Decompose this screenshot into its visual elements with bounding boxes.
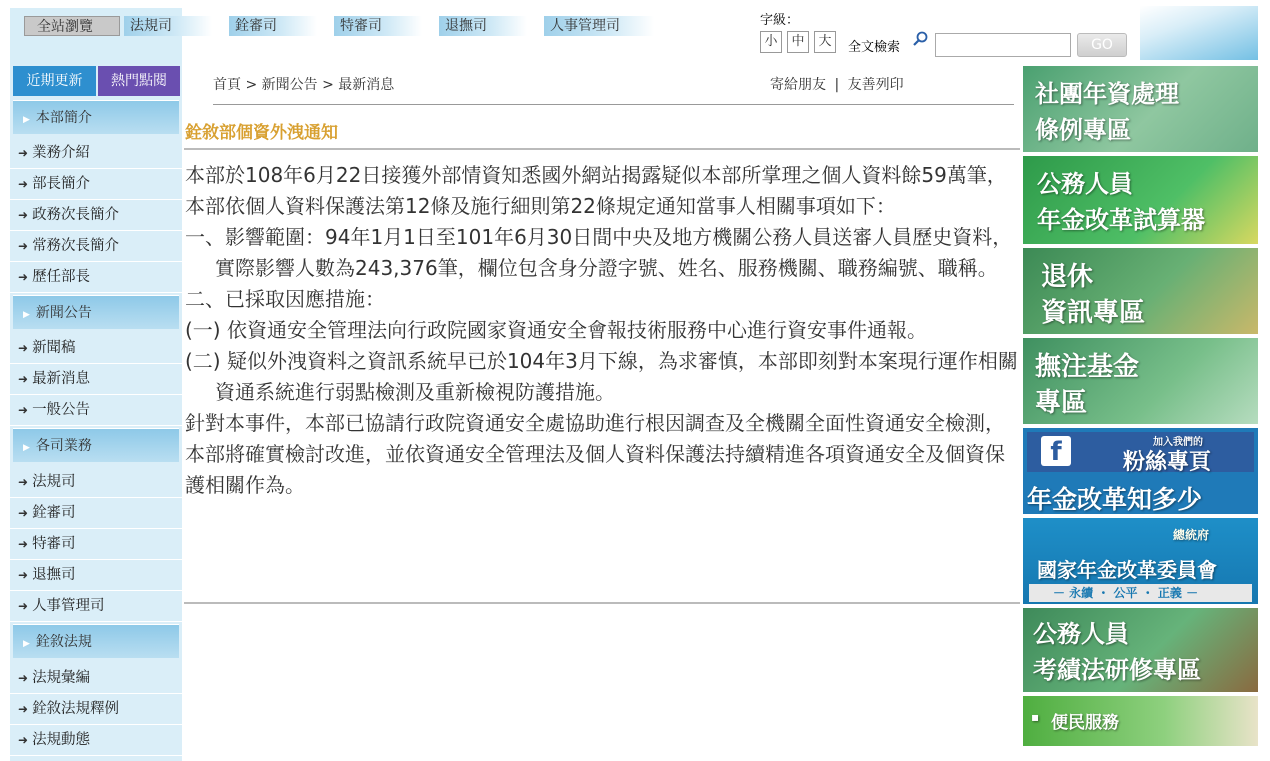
article-paragraph: 二、已採取因應措施：: [185, 287, 385, 311]
font-size-label: 字級：: [760, 13, 800, 28]
banner-text: 退休: [1041, 262, 1094, 292]
search-go-button[interactable]: GO: [1077, 33, 1127, 57]
breadcrumb-separator: >: [241, 77, 262, 93]
facebook-icon: f: [1041, 436, 1071, 466]
divider: [184, 148, 1020, 150]
sidebar-item-review-dept[interactable]: [10, 498, 182, 529]
arrow-right-icon: ➜: [18, 146, 29, 160]
sidebar-item-label: 法規動態: [32, 732, 91, 748]
divider: [184, 602, 1020, 604]
triangle-right-icon: ▶: [23, 310, 30, 320]
tab-personnel-dept[interactable]: 人事管理司: [544, 16, 654, 36]
banner-text: 年金改革試算器: [1037, 206, 1205, 234]
sidebar-item-press-release[interactable]: [10, 333, 182, 364]
sidebar-item-law-updates[interactable]: [10, 725, 182, 756]
arrow-right-icon: ➜: [18, 537, 29, 551]
sidebar-section-about[interactable]: [13, 100, 179, 134]
article-paragraph: 一、影響範圍：94年1月1日至101年6月30日間中央及地方機關公務人員送審人員歷史資料，實際影響人數為243,376筆，欄位包含身分證字號、姓名、服務機關、職務編號、職稱。: [185, 225, 1013, 280]
arrow-right-icon: ➜: [18, 403, 29, 417]
article-paragraph: (一) 依資通安全管理法向行政院國家資通安全會報技術服務中心進行資安事件通報。: [185, 318, 927, 342]
sidebar-item-label: 法規彙編: [32, 670, 91, 686]
tab-regulations-dept[interactable]: 法規司: [124, 16, 212, 36]
breadcrumb-current[interactable]: 最新消息: [338, 77, 395, 93]
sidebar-item-regulations-dept[interactable]: [10, 467, 182, 498]
sidebar-item-label: 業務介紹: [32, 145, 91, 161]
tab-site-map[interactable]: 全站瀏覽: [24, 16, 120, 36]
sidebar-item-special-review-dept[interactable]: [10, 529, 182, 560]
sidebar-item-label: 銓審司: [32, 505, 76, 521]
sidebar-section-label: 銓敘法規: [35, 634, 92, 650]
send-to-friend-link[interactable]: 寄給朋友: [770, 77, 826, 93]
sidebar-item-label: 退撫司: [32, 567, 76, 583]
sidebar-item-general-notice[interactable]: [10, 395, 182, 426]
arrow-right-icon: ➜: [18, 270, 29, 284]
sidebar-item-label: 常務次長簡介: [32, 238, 120, 254]
breadcrumb: [213, 74, 394, 94]
triangle-right-icon: ▶: [23, 443, 30, 453]
sidebar-section-label: 本部簡介: [35, 110, 92, 126]
sidebar-item-personnel-dept[interactable]: [10, 591, 182, 622]
sidebar-item-label: 銓敘法規釋例: [32, 701, 120, 717]
share-links: [770, 74, 904, 94]
arrow-right-icon: ➜: [18, 568, 29, 582]
tab-pension-dept[interactable]: 退撫司: [439, 16, 527, 36]
arrow-right-icon: ➜: [18, 341, 29, 355]
banner-facebook-fanpage[interactable]: [1023, 428, 1258, 514]
banner-text: 資訊專區: [1041, 298, 1146, 328]
banner-text: 專區: [1035, 388, 1088, 418]
triangle-right-icon: ▶: [23, 115, 30, 125]
sidebar-item-label: 人事管理司: [32, 598, 105, 614]
banner-text: 撫注基金: [1035, 352, 1140, 382]
triangle-right-icon: ▶: [23, 639, 30, 649]
sidebar-section-laws[interactable]: [13, 624, 179, 658]
banner-text: 公務人員: [1033, 620, 1129, 648]
font-size-large-button[interactable]: 大: [814, 31, 836, 53]
arrow-right-icon: ➜: [18, 372, 29, 386]
tab-special-review-dept[interactable]: 特審司: [334, 16, 422, 36]
sidebar-item-label: 部長簡介: [32, 176, 91, 192]
print-friendly-link[interactable]: 友善列印: [847, 77, 904, 93]
search-icon: [912, 31, 928, 47]
arrow-right-icon: ➜: [18, 208, 29, 222]
banner-text: 考績法研修專區: [1033, 656, 1201, 684]
banner-text: 社團年資處理: [1035, 80, 1179, 108]
banner-text: 年金改革知多少: [1027, 485, 1203, 514]
banner-text: 條例專區: [1035, 116, 1131, 144]
banner-text: － 永續 ・ 公平 ・ 正義 －: [1053, 586, 1199, 600]
article-title: 銓敘部個資外洩通知: [185, 123, 338, 143]
sidebar-item-label: 特審司: [32, 536, 76, 552]
arrow-right-icon: ➜: [18, 239, 29, 253]
link-separator: |: [834, 77, 840, 93]
font-size-medium-button[interactable]: 中: [787, 31, 809, 53]
article-paragraph: (二) 疑似外洩資料之資訊系統早已於104年3月下線，為求審慎，本部即刻對本案現行運作相關資通系統進行弱點檢測及重新檢視防護措施。: [185, 349, 1018, 404]
banner-text: 加入我們的: [1153, 437, 1203, 448]
tab-recent-updates[interactable]: 近期更新: [13, 66, 96, 96]
sidebar-item-label: 歷任部長: [32, 269, 91, 285]
divider: [213, 104, 1014, 105]
arrow-right-icon: ➜: [18, 671, 29, 685]
fulltext-search-label: 全文檢索: [848, 40, 901, 55]
arrow-right-icon: ➜: [18, 506, 29, 520]
arrow-right-icon: ➜: [18, 702, 29, 716]
top-navigation: [0, 0, 1270, 62]
header-corner-decoration: [1140, 6, 1258, 60]
article-paragraph: 本部於108年6月22日接獲外部情資知悉國外網站揭露疑似本部所掌理之個人資料餘59萬筆，本部依個人資料保護法第12條及施行細則第22條規定通知當事人相關事項如下：: [185, 163, 1007, 218]
breadcrumb-news[interactable]: 新聞公告: [261, 77, 318, 93]
banner-text: 粉絲專頁: [1123, 450, 1212, 475]
banner-pension-calculator[interactable]: [1023, 156, 1258, 244]
article-body: [185, 160, 1021, 501]
arrow-right-icon: ➜: [18, 177, 29, 191]
sidebar-item-latest-news[interactable]: [10, 364, 182, 395]
article-paragraph: 針對本事件，本部已協請行政院資通安全處協助進行根因調查及全機關全面性資通安全檢測，本部將確實檢討改進，並依資通安全管理法及個人資料保護法持續精進各項資通安全及個資保護相關作為。: [185, 411, 1005, 497]
banner-text: 國家年金改革委員會: [1037, 558, 1217, 582]
arrow-right-icon: ➜: [18, 475, 29, 489]
banner-pension-fund[interactable]: [1023, 338, 1258, 424]
search-input[interactable]: [935, 33, 1071, 57]
breadcrumb-separator: >: [317, 77, 339, 93]
banner-public-services[interactable]: [1023, 696, 1258, 746]
sidebar-item-label: 新聞稿: [32, 340, 76, 356]
banner-text: 便民服務: [1051, 713, 1119, 733]
banner-performance-law[interactable]: [1023, 608, 1258, 692]
sidebar-section-label: 新聞公告: [35, 305, 92, 321]
banner-text: 公務人員: [1037, 170, 1133, 198]
banner-text: 總統府: [1173, 528, 1210, 542]
banner-association-seniority[interactable]: [1023, 66, 1258, 152]
banner-national-pension-reform[interactable]: [1023, 518, 1258, 604]
sidebar-item-law-interpretations[interactable]: [10, 694, 182, 725]
sidebar-item-label: 政務次長簡介: [32, 207, 120, 223]
sidebar-item-law-compilation[interactable]: [10, 663, 182, 694]
sidebar-section-news[interactable]: [13, 295, 179, 329]
sidebar-section-label: 各司業務: [35, 438, 92, 454]
sidebar-item-pension-dept[interactable]: [10, 560, 182, 591]
sidebar-item-minister[interactable]: [10, 169, 182, 200]
arrow-right-icon: ➜: [18, 733, 29, 747]
arrow-right-icon: ➜: [18, 599, 29, 613]
sidebar-item-political-deputy[interactable]: [10, 200, 182, 231]
breadcrumb-home[interactable]: 首頁: [213, 77, 241, 93]
tab-popular[interactable]: 熱門點閱: [98, 66, 180, 96]
left-sidebar: [10, 64, 182, 761]
banner-retirement-info[interactable]: [1023, 248, 1258, 334]
square-bullet-icon: ▪: [1031, 710, 1040, 724]
sidebar-section-departments[interactable]: [13, 428, 179, 462]
sidebar-item-label: 一般公告: [32, 402, 91, 418]
tab-review-dept[interactable]: 銓審司: [229, 16, 317, 36]
font-size-small-button[interactable]: 小: [760, 31, 782, 53]
sidebar-item-former-ministers[interactable]: [10, 262, 182, 293]
sidebar-item-label: 最新消息: [32, 371, 91, 387]
sidebar-item-label: 法規司: [32, 474, 76, 490]
sidebar-item-business-intro[interactable]: [10, 138, 182, 169]
sidebar-item-administrative-deputy[interactable]: [10, 231, 182, 262]
